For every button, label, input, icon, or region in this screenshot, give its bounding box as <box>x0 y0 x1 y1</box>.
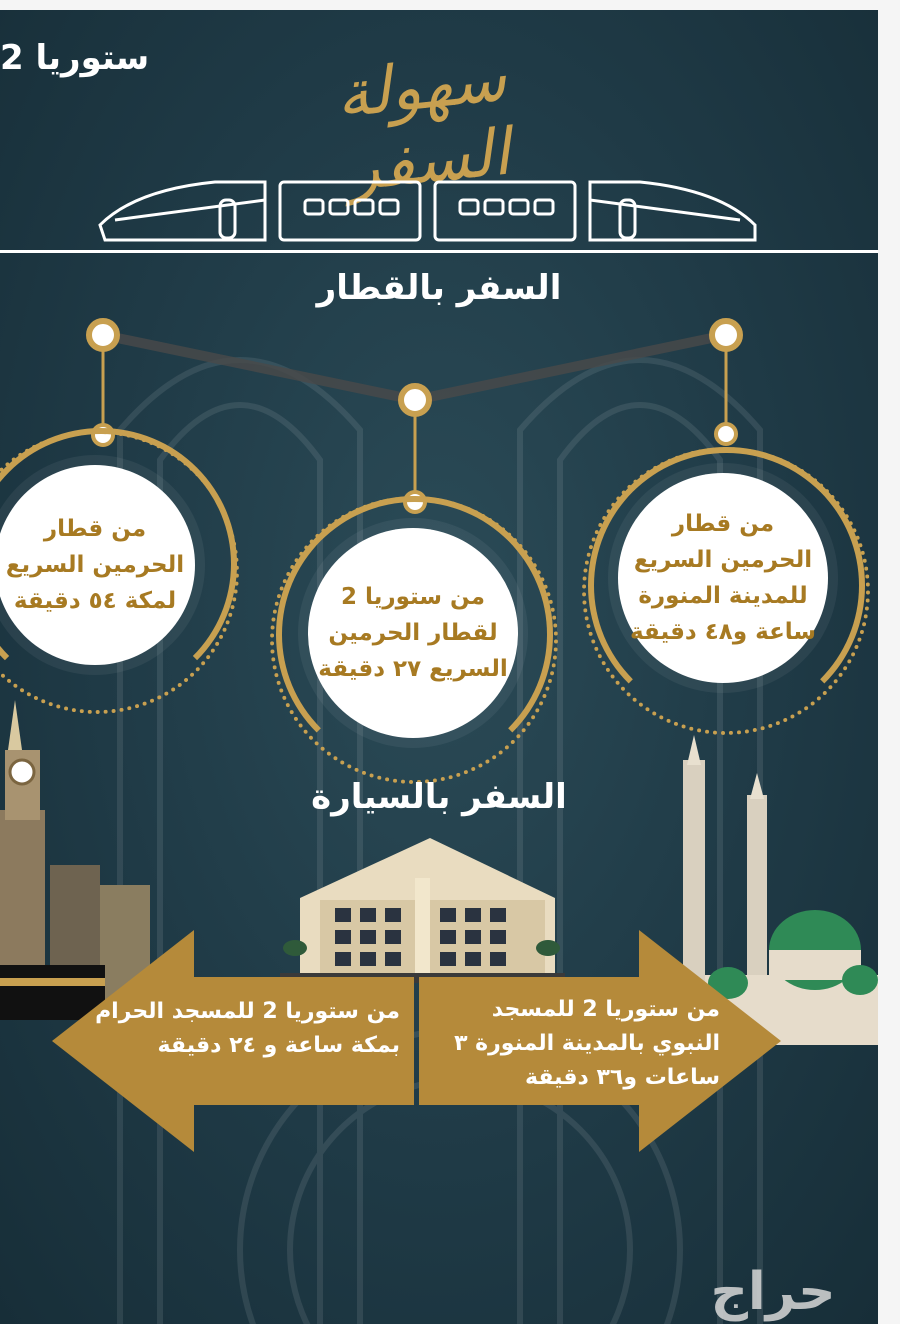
train-icon <box>95 170 760 250</box>
car-section-title: السفر بالسيارة <box>311 777 567 817</box>
right-margin <box>878 0 900 1324</box>
brand-name: ستوريا 2 <box>0 38 150 78</box>
travel-poster <box>0 10 878 1324</box>
train-info-circle-mecca <box>0 465 195 665</box>
train-info-circle-station <box>308 528 518 738</box>
header-divider <box>0 250 878 253</box>
circle-text: من قطار الحرمين السريع للمدينة المنورة ساعة و٤٨ دقيقة <box>629 511 817 645</box>
haraj-watermark: حراج <box>710 1262 836 1322</box>
circle-text: من قطار الحرمين السريع لمكة ٥٤ دقيقة <box>5 516 185 614</box>
circle-text: من ستوريا 2 لقطار الحرمين السريع ٢٧ دقيقة <box>318 584 508 682</box>
script-title: سهولة السفر <box>332 41 514 207</box>
train-section-title: السفر بالقطار <box>316 268 562 308</box>
left-arrow-text: من ستوريا 2 للمسجد الحرام بمكة ساعة و ٢٤ دقيقة <box>95 999 400 1058</box>
train-info-circle-medina <box>618 473 828 683</box>
right-arrow-text: من ستوريا 2 للمسجد النبوي بالمدينة المنورة ٣ ساعات و٣٦ دقيقة <box>454 997 720 1090</box>
top-margin <box>0 0 900 10</box>
